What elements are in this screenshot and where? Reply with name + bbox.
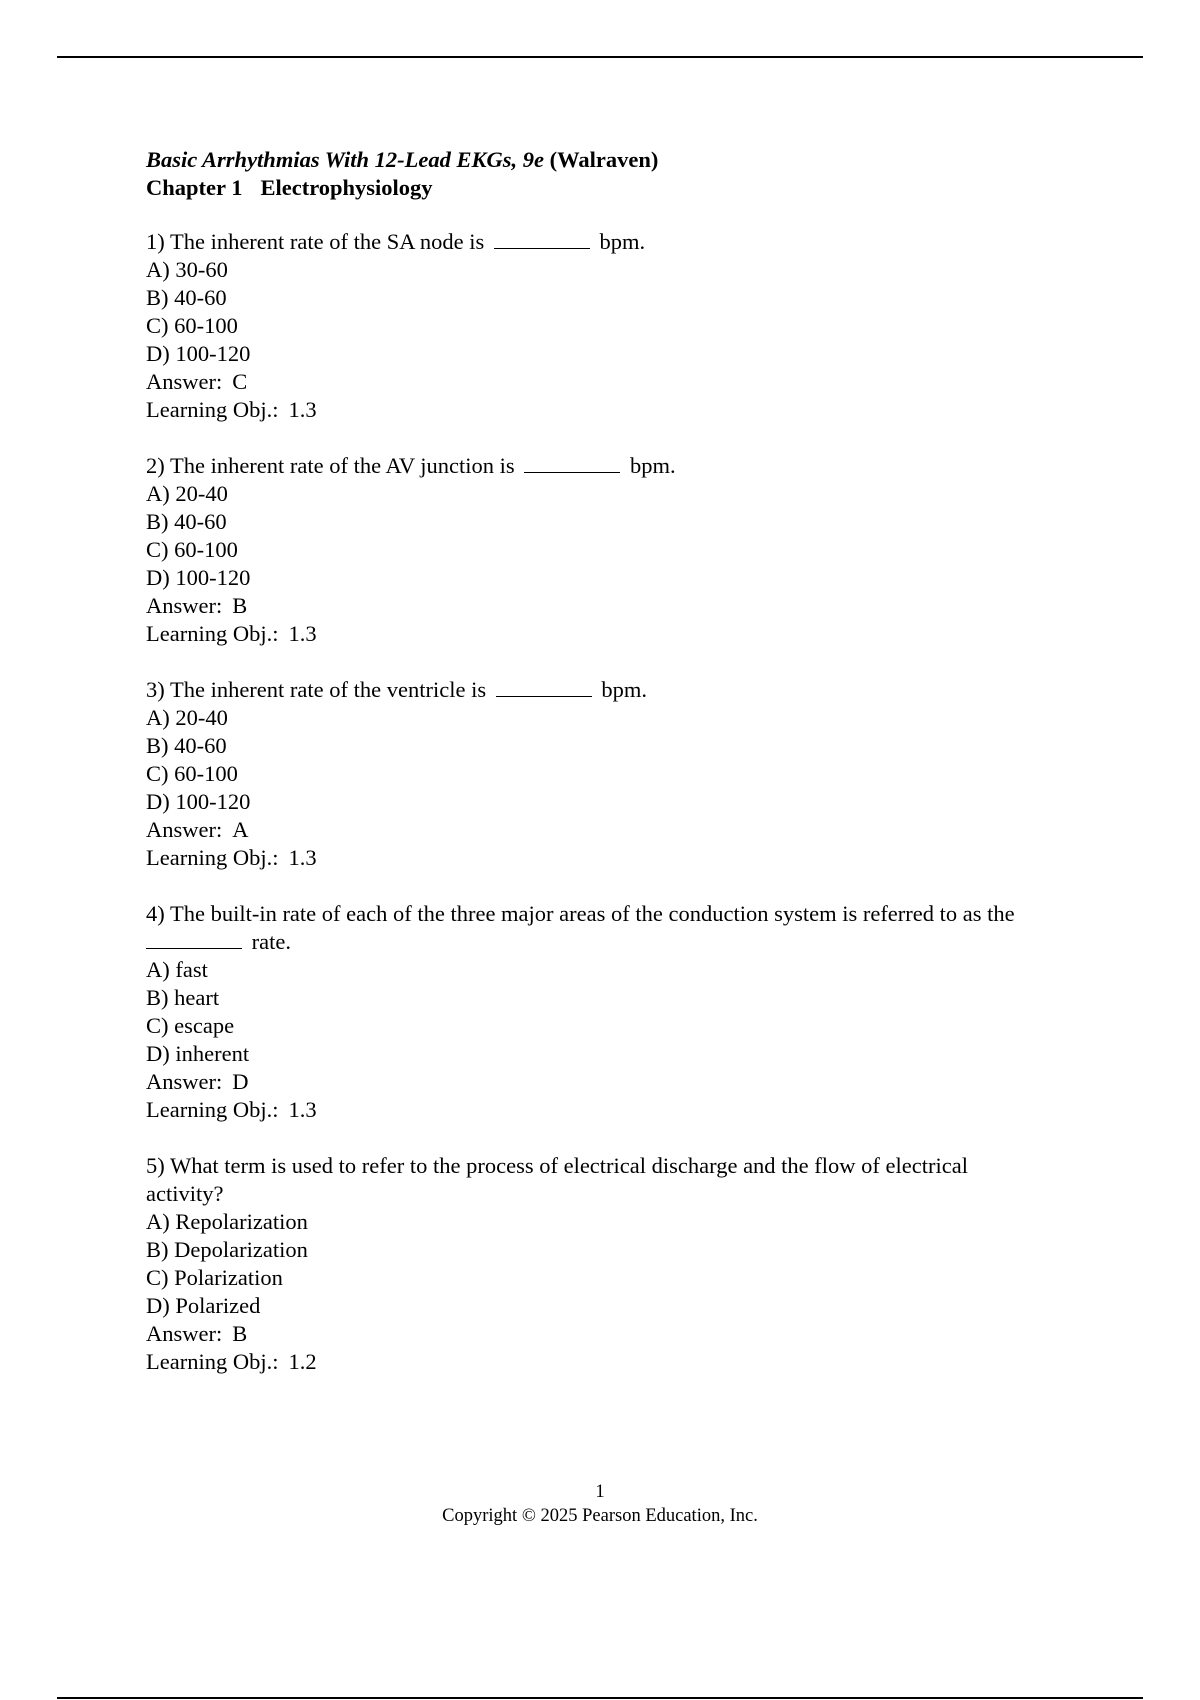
objective-label: Learning Obj.: (146, 397, 279, 422)
objective-line (146, 844, 1086, 872)
question-1 (146, 228, 1086, 424)
question-stem-continued: activity? (146, 1181, 224, 1206)
answer-blank (146, 930, 242, 949)
option-c: C) escape (146, 1013, 235, 1038)
answer-value: A (232, 817, 249, 842)
document-header (146, 146, 1086, 202)
question-stem (146, 228, 1086, 256)
answer-line (146, 1320, 1086, 1348)
stem-text: 1) The inherent rate of the SA node is (146, 229, 485, 254)
question-2 (146, 452, 1086, 648)
question-5 (146, 1152, 1086, 1376)
question-stem (146, 452, 1086, 480)
question-stem-continued (146, 928, 1086, 956)
option-c: C) Polarization (146, 1265, 283, 1290)
question-stem: 5) What term is used to refer to the process of electrical discharge and the flow of electrical (146, 1153, 968, 1178)
author: (Walraven) (549, 147, 659, 172)
objective-value: 1.3 (288, 845, 317, 870)
option-b: B) 40-60 (146, 285, 227, 310)
objective-line (146, 1096, 1086, 1124)
objective-line (146, 620, 1086, 648)
question-stem: 4) The built-in rate of each of the three major areas of the conduction system is referred to as the (146, 901, 1015, 926)
answer-label: Answer: (146, 369, 223, 394)
option-d: D) 100-120 (146, 565, 251, 590)
option-a: A) 20-40 (146, 705, 228, 730)
answer-line (146, 1068, 1086, 1096)
answer-blank (524, 454, 620, 473)
objective-value: 1.3 (288, 1097, 317, 1122)
chapter-line (146, 174, 1086, 202)
option-c: C) 60-100 (146, 537, 238, 562)
answer-value: C (232, 369, 248, 394)
question-4 (146, 900, 1086, 1124)
top-rule (57, 56, 1143, 58)
option-d: D) inherent (146, 1041, 250, 1066)
answer-label: Answer: (146, 817, 223, 842)
page-number: 1 (595, 1482, 605, 1502)
option-a: A) 30-60 (146, 257, 228, 282)
answer-value: B (232, 593, 248, 618)
objective-value: 1.3 (288, 621, 317, 646)
stem-text-end: bpm. (629, 453, 676, 478)
option-c: C) 60-100 (146, 313, 238, 338)
answer-blank (494, 230, 590, 249)
stem-text: 2) The inherent rate of the AV junction is (146, 453, 515, 478)
option-c: C) 60-100 (146, 761, 238, 786)
answer-value: B (232, 1321, 248, 1346)
option-d: D) Polarized (146, 1293, 261, 1318)
objective-value: 1.2 (288, 1349, 317, 1374)
option-a: A) fast (146, 957, 208, 982)
option-a: A) 20-40 (146, 481, 228, 506)
objective-line (146, 396, 1086, 424)
option-d: D) 100-120 (146, 341, 251, 366)
question-3 (146, 676, 1086, 872)
option-b: B) 40-60 (146, 509, 227, 534)
option-b: B) heart (146, 985, 220, 1010)
objective-line (146, 1348, 1086, 1376)
option-b: B) 40-60 (146, 733, 227, 758)
question-stem (146, 676, 1086, 704)
objective-value: 1.3 (288, 397, 317, 422)
answer-label: Answer: (146, 1069, 223, 1094)
page-footer (0, 1480, 1200, 1528)
option-d: D) 100-120 (146, 789, 251, 814)
answer-label: Answer: (146, 1321, 223, 1346)
answer-line (146, 368, 1086, 396)
stem-text-end: rate. (251, 929, 291, 954)
answer-line (146, 592, 1086, 620)
copyright-notice: Copyright © 2025 Pearson Education, Inc. (442, 1506, 758, 1526)
answer-blank (496, 678, 592, 697)
answer-label: Answer: (146, 593, 223, 618)
page-content (146, 146, 1086, 1404)
answer-line (146, 816, 1086, 844)
objective-label: Learning Obj.: (146, 1349, 279, 1374)
option-b: B) Depolarization (146, 1237, 308, 1262)
chapter-title: Electrophysiology (260, 175, 433, 200)
bottom-rule (57, 1697, 1143, 1699)
objective-label: Learning Obj.: (146, 621, 279, 646)
objective-label: Learning Obj.: (146, 845, 279, 870)
stem-text-end: bpm. (601, 677, 647, 702)
chapter-label: Chapter 1 (146, 175, 243, 200)
stem-text: 3) The inherent rate of the ventricle is (146, 677, 487, 702)
stem-text-end: bpm. (599, 229, 646, 254)
option-a: A) Repolarization (146, 1209, 308, 1234)
book-title-line (146, 146, 1086, 174)
answer-value: D (232, 1069, 249, 1094)
objective-label: Learning Obj.: (146, 1097, 279, 1122)
book-title: Basic Arrhythmias With 12-Lead EKGs, 9e (146, 147, 544, 172)
